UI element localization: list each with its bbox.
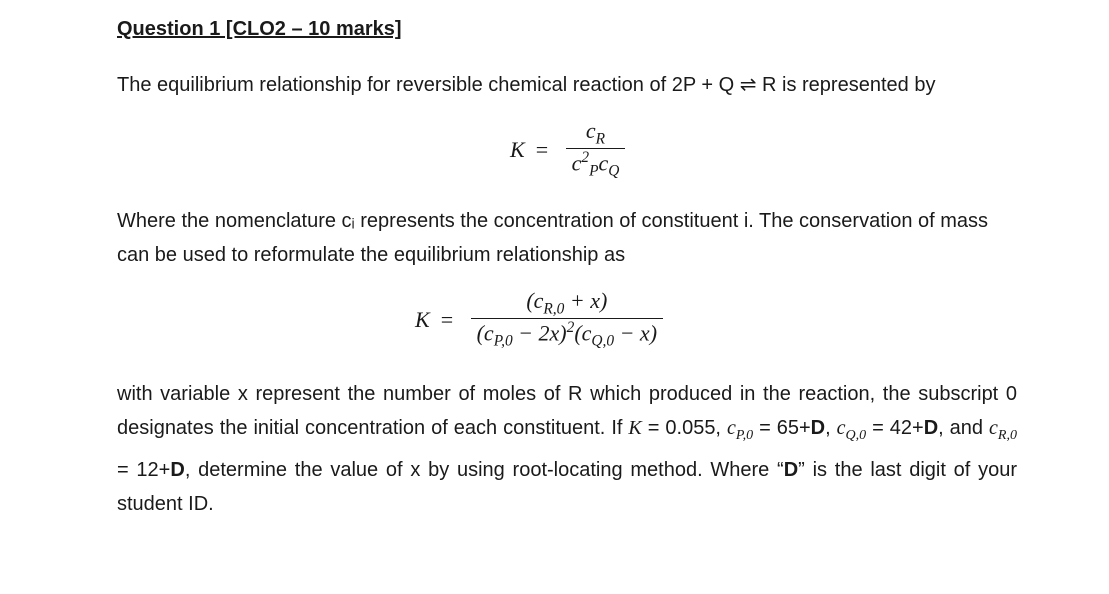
equilibrium-equation	[510, 118, 625, 181]
question-heading: Question 1 [CLO2 – 10 marks]	[117, 18, 402, 40]
equation1-denominator: $c^2_Pc_Q$	[566, 148, 626, 181]
equation2-numerator: $(c_{R,0} + x)$	[526, 288, 608, 318]
reformulated-equation	[415, 288, 663, 351]
intro-paragraph: The equilibrium relationship for reversible chemical reaction of 2P + Q ⇌ R is represented by	[117, 74, 936, 96]
closing-paragraph: with variable x represent the number of moles of R which produced in the reaction, the subscript 0 designates the initial concentration of each constituent. If K = 0.055, $c_{P,0} = 65+D$, $c_{Q,0} = 42+D$, and $c_{R,0} = 12+D$, determine the value of x by using root-locating method. Where “D” is the last digit of your student ID.	[117, 383, 1017, 515]
middle-paragraph: Where the nomenclature cᵢ represents the concentration of constituent i. The conservation of mass can be used to reformulate the equilibrium relationship as	[117, 210, 989, 266]
equation2-lhs: K =	[415, 306, 454, 332]
equation1-numerator: $c_R$	[585, 118, 606, 148]
equation2-denominator: $(c_{P,0} - 2x)^2(c_{Q,0} - x)$	[471, 318, 663, 351]
equation1-lhs: K =	[510, 136, 549, 162]
equation1-fraction	[566, 118, 626, 181]
equation2-fraction	[471, 288, 663, 351]
